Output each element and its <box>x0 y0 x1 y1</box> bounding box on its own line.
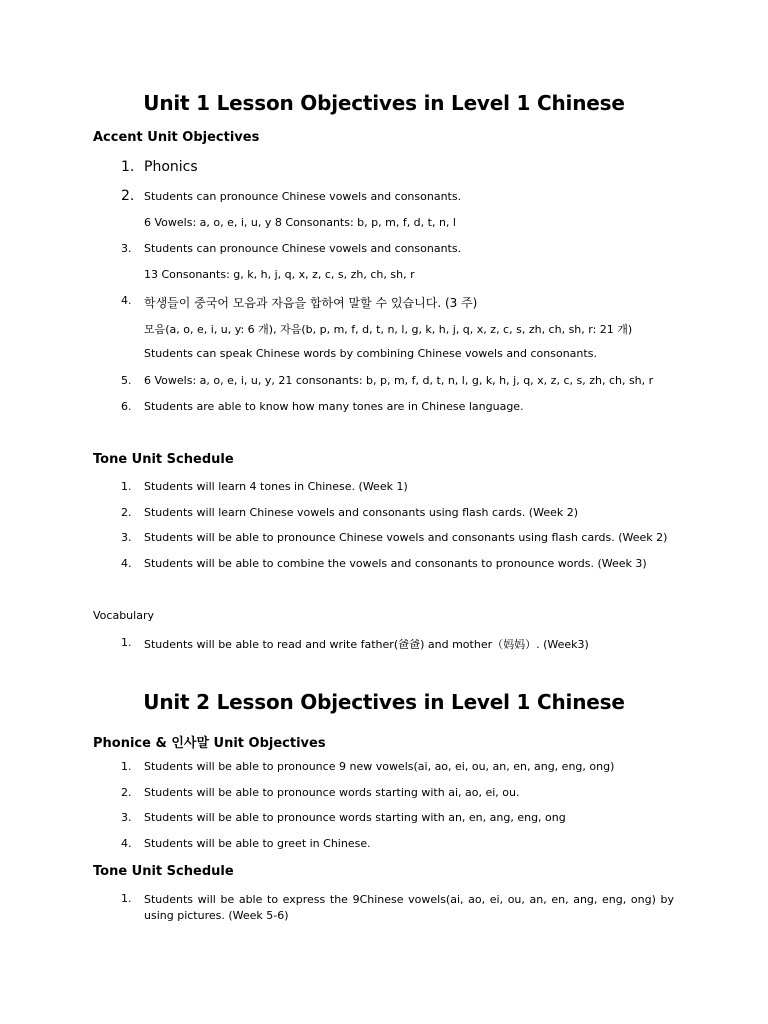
list-number: 1. <box>121 159 135 175</box>
list-subtext: 13 Consonants: g, k, h, j, q, x, z, c, s, zh, ch, sh, r <box>144 268 415 281</box>
list-number: 4. <box>121 837 132 850</box>
unit2-title: Unit 2 Lesson Objectives in Level 1 Chinese <box>143 690 625 714</box>
list-number: 1. <box>121 892 132 905</box>
tone-heading: Tone Unit Schedule <box>93 864 234 879</box>
list-number: 4. <box>121 294 132 307</box>
list-number: 3. <box>121 811 132 824</box>
list-number: 2. <box>121 786 132 799</box>
unit1-title: Unit 1 Lesson Objectives in Level 1 Chinese <box>143 91 625 115</box>
list-text: Students will be able to greet in Chinese. <box>144 837 371 850</box>
list-text: 6 Vowels: a, o, e, i, u, y, 21 consonants: b, p, m, f, d, t, n, l, g, k, h, j, q, x, z, c, s, zh, ch, sh, r <box>144 374 654 387</box>
list-number: 4. <box>121 557 132 570</box>
list-text: Students will learn 4 tones in Chinese. (Week 1) <box>144 480 408 493</box>
list-text: Students will be able to pronounce words starting with an, en, ang, eng, ong <box>144 811 566 824</box>
accent-heading: Accent Unit Objectives <box>93 130 260 145</box>
list-number: 1. <box>121 760 132 773</box>
list-text: Students are able to know how many tones are in Chinese language. <box>144 400 524 413</box>
list-subtext: 모음(a, o, e, i, u, y: 6 개), 자음(b, p, m, f, d, t, n, l, g, k, h, j, q, x, z, c, s, zh, ch, sh, r: 21 개) <box>144 323 633 336</box>
list-number: 1. <box>121 480 132 493</box>
list-text: Students can pronounce Chinese vowels and consonants. <box>144 242 462 255</box>
list-text: Students will be able to pronounce words starting with ai, ao, ei, ou. <box>144 786 520 799</box>
list-text: Students will be able to pronounce Chinese vowels and consonants using flash cards. (Week 2) <box>144 531 668 544</box>
list-text: Students can pronounce Chinese vowels and consonants. <box>144 190 462 203</box>
list-number: 6. <box>121 400 132 413</box>
list-text: Phonics <box>144 159 198 175</box>
list-number: 2. <box>121 506 132 519</box>
vocab-heading: Vocabulary <box>93 609 154 622</box>
list-text: Students will be able to combine the vowels and consonants to pronounce words. (Week 3) <box>144 557 647 570</box>
list-number: 3. <box>121 242 132 255</box>
list-number: 3. <box>121 531 132 544</box>
list-text: Students will be able to express the 9Chinese vowels(ai, ao, ei, ou, an, en, ang, eng, ong) by using pictures. (Week 5-6) <box>144 893 674 922</box>
list-text: Students will learn Chinese vowels and consonants using flash cards. (Week 2) <box>144 506 579 519</box>
list-subtext: 6 Vowels: a, o, e, i, u, y 8 Consonants: b, p, m, f, d, t, n, l <box>144 216 456 229</box>
list-text: 학생들이 중국어 모음과 자음을 합하여 말할 수 있습니다. (3 주) <box>144 296 478 310</box>
list-number: 5. <box>121 374 132 387</box>
list-text: Students will be able to read and write father(爸爸) and mother（妈妈）. (Week3) <box>144 638 589 651</box>
phonics-heading: Phonice & 인사말 Unit Objectives <box>93 736 326 751</box>
list-number: 2. <box>121 188 135 204</box>
list-subtext: Students can speak Chinese words by combining Chinese vowels and consonants. <box>144 347 597 360</box>
tone-heading: Tone Unit Schedule <box>93 452 234 467</box>
list-number: 1. <box>121 636 132 649</box>
list-text: Students will be able to pronounce 9 new vowels(ai, ao, ei, ou, an, en, ang, eng, ong) <box>144 760 615 773</box>
